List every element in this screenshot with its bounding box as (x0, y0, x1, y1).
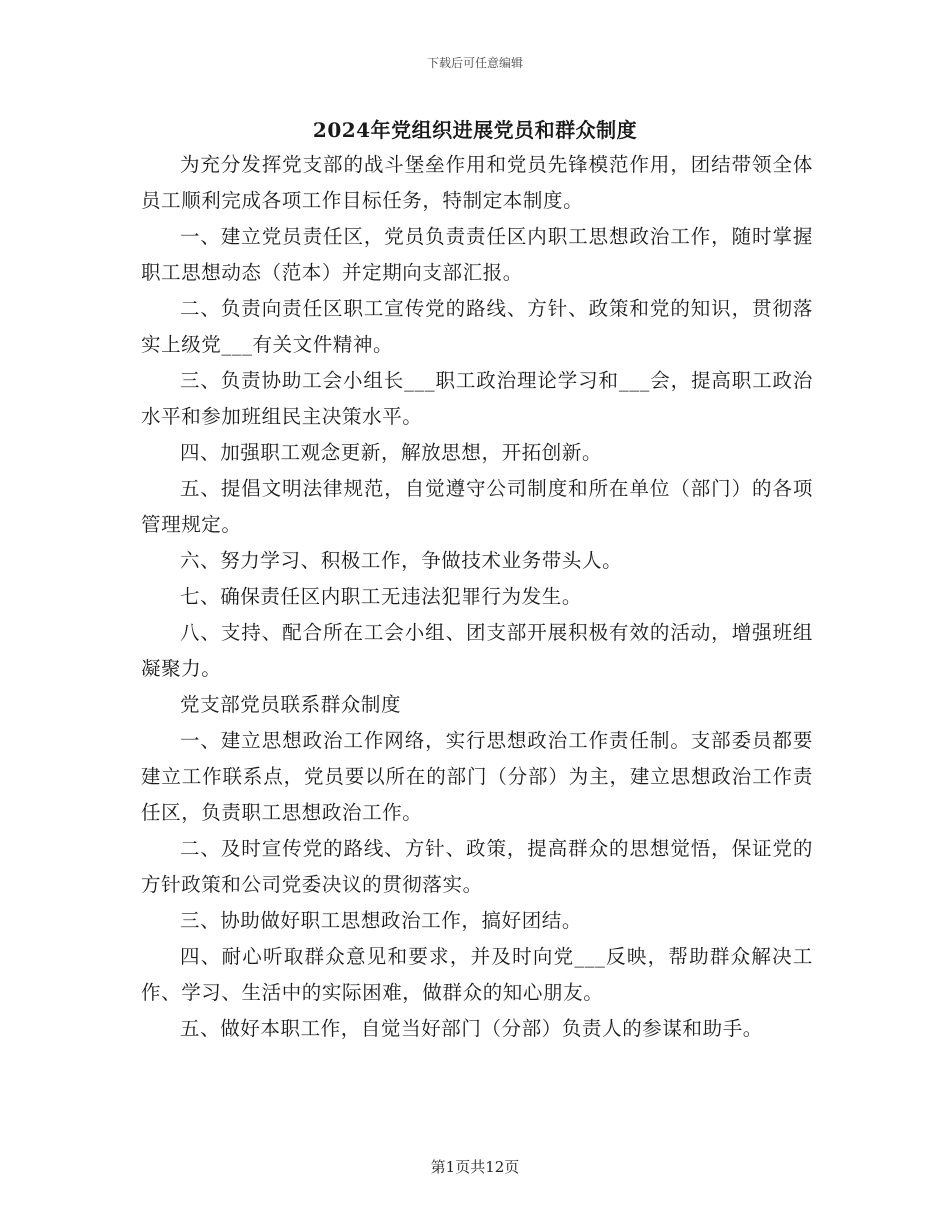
paragraph-item-8: 八、支持、配合所在工会小组、团支部开展积极有效的活动，增强班组凝聚力。 (141, 621, 813, 680)
paragraph-item-4: 四、加强职工观念更新，解放思想，开拓创新。 (180, 441, 603, 464)
paragraph-section2-item-1: 一、建立思想政治工作网络，实行思想政治工作责任制。支部委员都要建立工作联系点，党员要以所在的部门（分部）为主，建立思想政治工作责任区，负责职工思想政治工作。 (141, 729, 813, 824)
paragraph-section2-item-2: 二、及时宣传党的路线、方针、政策，提高群众的思想觉悟，保证党的方针政策和公司党委决议的贯彻落实。 (141, 837, 813, 896)
paragraph-section2-item-3: 三、协助做好职工思想政治工作，搞好团结。 (180, 909, 583, 932)
section-heading: 党支部党员联系群众制度 (180, 693, 402, 716)
paragraph-item-7: 七、确保责任区内职工无违法犯罪行为发生。 (180, 585, 583, 608)
paragraph-item-1: 一、建立党员责任区，党员负责责任区内职工思想政治工作，随时掌握职工思想动态（范本）并定期向支部汇报。 (141, 225, 813, 284)
document-body (141, 147, 813, 1047)
paragraph-item-6: 六、努力学习、积极工作，争做技术业务带头人。 (180, 549, 623, 572)
paragraph-item-3: 三、负责协助工会小组长___职工政治理论学习和___会，提高职工政治水平和参加班组民主决策水平。 (141, 369, 813, 428)
paragraph-section2-item-5: 五、做好本职工作，自觉当好部门（分部）负责人的参谋和助手。 (180, 1017, 763, 1040)
header-note: 下载后可任意编辑 (426, 56, 523, 70)
document-title: 2024年党组织进展党员和群众制度 (312, 118, 638, 142)
paragraph-section2-item-4: 四、耐心听取群众意见和要求，并及时向党___反映，帮助群众解决工作、学习、生活中的实际困难，做群众的知心朋友。 (141, 945, 813, 1004)
paragraph-item-2: 二、负责向责任区职工宣传党的路线、方针、政策和党的知识，贯彻落实上级党___有关文件精神。 (141, 297, 813, 356)
paragraph-item-5: 五、提倡文明法律规范，自觉遵守公司制度和所在单位（部门）的各项管理规定。 (141, 477, 813, 536)
paragraph-intro: 为充分发挥党支部的战斗堡垒作用和党员先锋模范作用，团结带领全体员工顺利完成各项工作目标任务，特制定本制度。 (141, 153, 813, 212)
page-number: 第1页共12页 (430, 1158, 520, 1176)
